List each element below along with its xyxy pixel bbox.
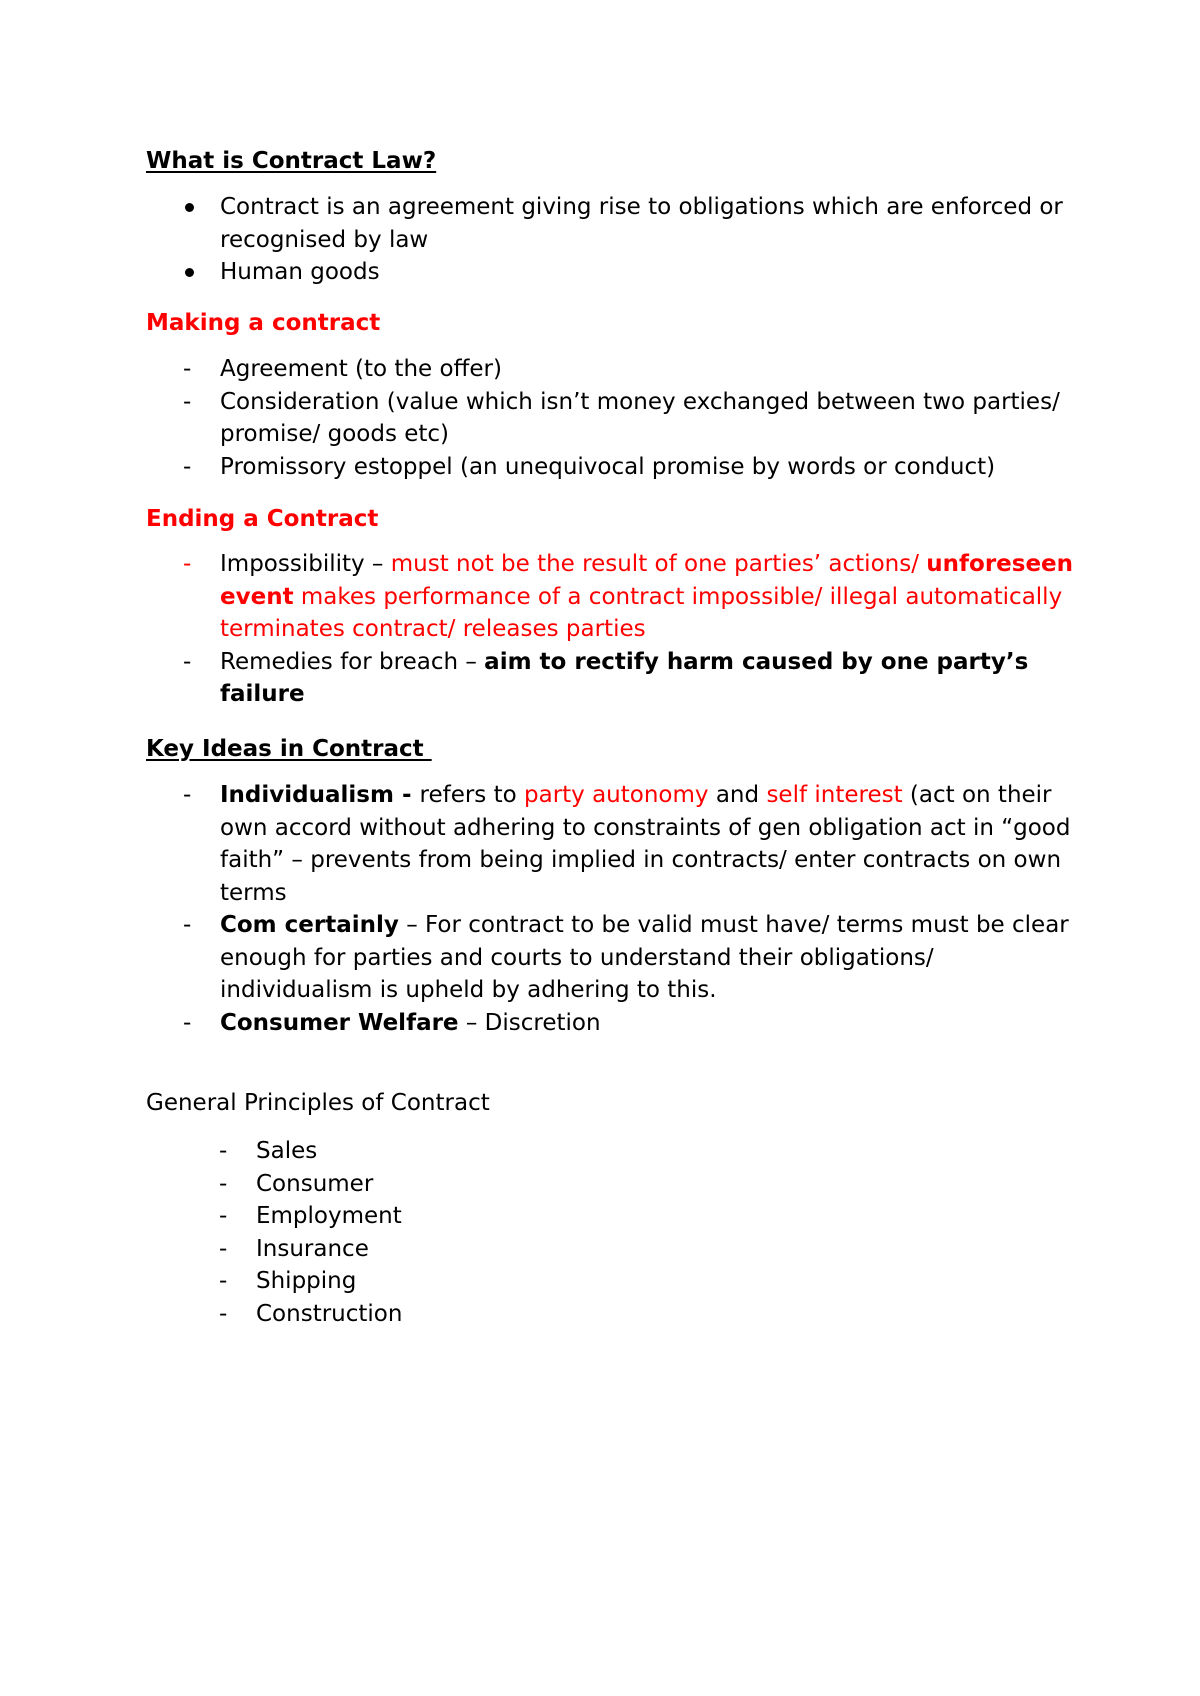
list-item: - Consumer <box>146 1168 1076 1201</box>
bullet-list <box>146 191 1076 289</box>
list-item: - Employment <box>146 1200 1076 1233</box>
heading-key-ideas: Key Ideas in Contract <box>146 736 432 762</box>
dash-icon: - <box>219 1203 228 1229</box>
list-item: Contract is an agreement giving rise to obligations which are enforced or recognised by law <box>146 191 1076 256</box>
section-key-ideas <box>146 733 1076 1039</box>
heading-general-principles: General Principles of Contract <box>146 1090 490 1116</box>
section-ending-a-contract <box>146 503 1076 711</box>
dash-list <box>146 779 1076 1039</box>
list-item: Human goods <box>146 256 1076 289</box>
heading-what-is-contract-law: What is Contract Law? <box>146 148 437 174</box>
bullet-icon <box>185 268 194 277</box>
section-general-principles <box>146 1087 1076 1330</box>
dash-icon: - <box>183 782 192 808</box>
list-item: - Com certainly – For contract to be valid must have/ terms must be clear enough for parties and courts to understand their obligations/ individualism is upheld by adhering to this. <box>146 909 1076 1007</box>
dash-icon: - <box>219 1268 228 1294</box>
list-item: - Sales <box>146 1135 1076 1168</box>
dash-list <box>146 548 1076 711</box>
dash-icon: - <box>219 1235 228 1262</box>
dash-icon: - <box>219 1138 228 1164</box>
list-item: - Agreement (to the offer) <box>146 353 1076 386</box>
dash-icon: - <box>183 388 192 415</box>
dash-icon: - <box>183 648 192 675</box>
list-item: - Shipping <box>146 1265 1076 1298</box>
dash-icon: - <box>183 453 192 480</box>
section-what-is-contract-law <box>146 145 1076 289</box>
dash-icon: - <box>183 551 192 577</box>
dash-icon: - <box>183 1009 192 1036</box>
list-item: - Promissory estoppel (an unequivocal promise by words or conduct) <box>146 451 1076 484</box>
list-item: - Insurance <box>146 1233 1076 1266</box>
dash-icon: - <box>183 356 192 382</box>
bullet-icon <box>185 203 194 212</box>
section-making-a-contract <box>146 307 1076 483</box>
dash-icon: - <box>219 1170 228 1197</box>
list-item: - Individualism - refers to party autonomy and self interest (act on their own accord without adhering to constraints of gen obligation act in “good faith” – prevents from being implied in contracts/ enter contracts on own terms <box>146 779 1076 909</box>
dash-icon: - <box>219 1300 228 1327</box>
list-item: - Construction <box>146 1298 1076 1331</box>
list-item: - Remedies for breach – aim to rectify harm caused by one party’s failure <box>146 646 1076 711</box>
dash-icon: - <box>183 912 192 938</box>
heading-ending-a-contract: Ending a Contract <box>146 506 379 532</box>
heading-making-a-contract: Making a contract <box>146 310 381 336</box>
list-item: - Impossibility – must not be the result of one parties’ actions/ unforeseen event makes performance of a contract impossible/ illegal automatically terminates contract/ releases parties <box>146 548 1076 646</box>
list-item: - Consideration (value which isn’t money exchanged between two parties/ promise/ goods etc) <box>146 386 1076 451</box>
dash-list <box>146 1135 1076 1330</box>
list-item: - Consumer Welfare – Discretion <box>146 1007 1076 1040</box>
dash-list <box>146 353 1076 483</box>
